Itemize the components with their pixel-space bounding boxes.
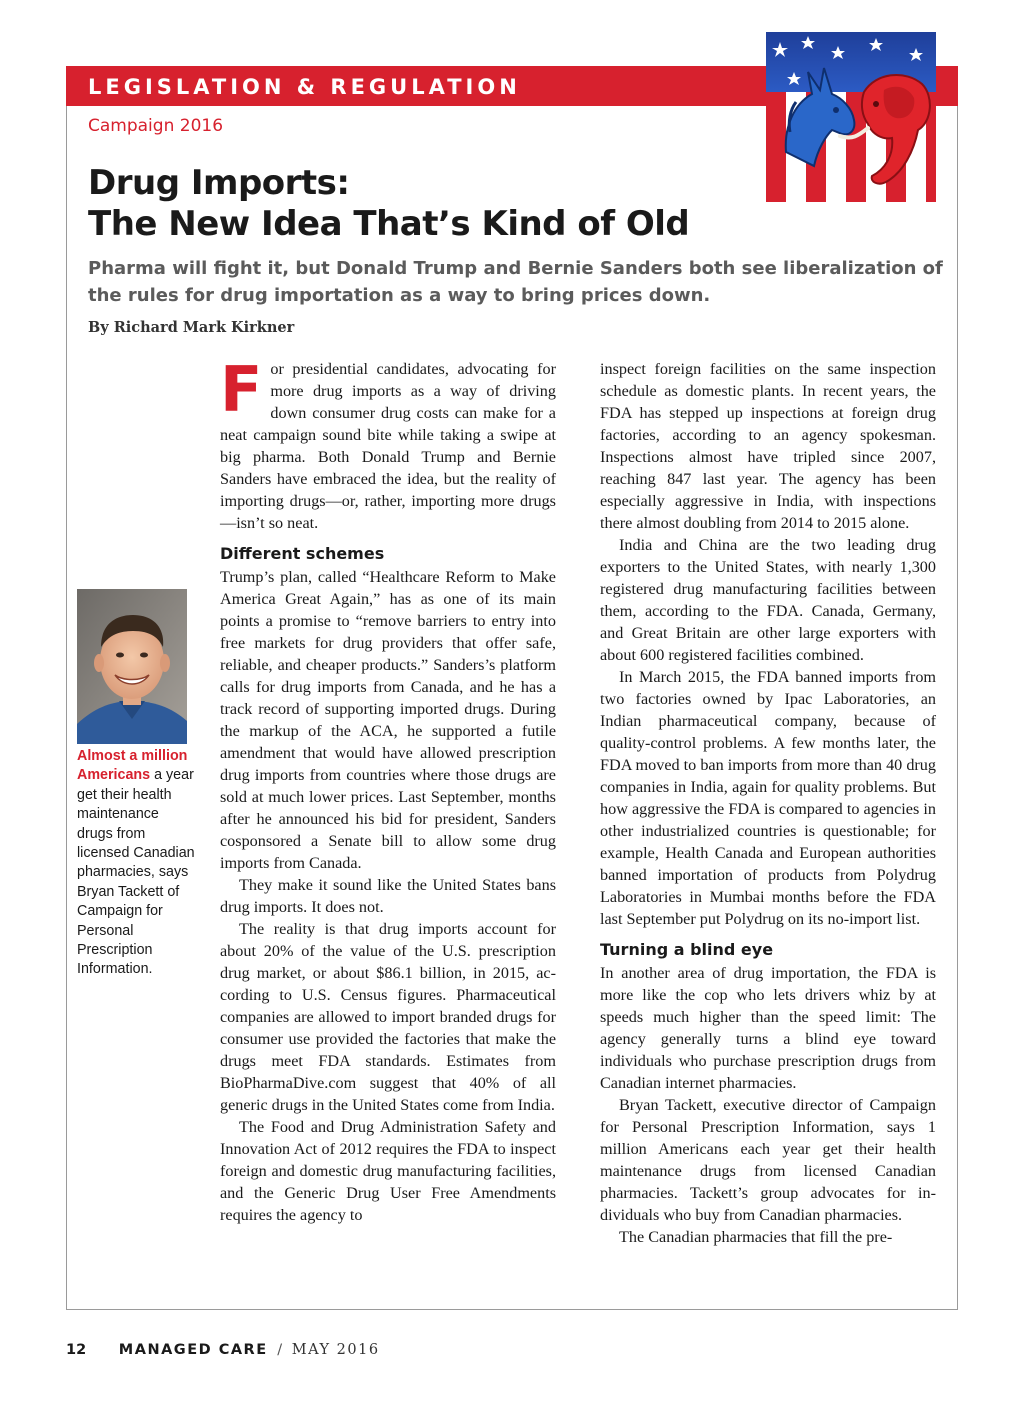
body-paragraph: The Food and Drug Administration Safety and Innovation Act of 2012 requires the FDA to inspect foreign and domestic drug manufacturing facilities, and the Generic Drug User Free Amendments requires the agency to: [220, 1118, 556, 1224]
headline-line-2: The New Idea That’s Kind of Old: [88, 204, 690, 244]
kicker: Campaign 2016: [88, 116, 224, 136]
intro-paragraph: or presidential candidates, advocating for more drug imports as a way of driving down consumer drug costs can make for a neat campaign sound bite while taking a swipe at big pharma. Both Donald Trump and Bernie Sanders have embraced the idea, but the reality of importing drugs—or, rather, importing more drugs—isn’t so neat.: [220, 360, 556, 532]
portrait-photo: [77, 589, 187, 744]
body-paragraph: India and China are the two leading drug exporters to the United States, with nearly 1,300 registered drug manufacturing facilities between them, according to the FDA. Canada, Germany, and Great Britain are other large exporters with about 600 registered facilities combined.: [600, 536, 936, 664]
byline: By Richard Mark Kirkner: [88, 319, 295, 336]
photo-caption: [77, 747, 195, 980]
page-number: 12: [66, 1342, 87, 1358]
deck: Pharma will fight it, but Donald Trump and Bernie Sanders both see liberalization of the rules for drug importation as a way to bring prices down.: [88, 258, 943, 306]
headline: [88, 163, 768, 245]
footer-separator: /: [277, 1342, 283, 1358]
issue-date: MAY 2016: [291, 1342, 380, 1358]
body-paragraph: inspect foreign facilities on the same inspection schedule as domestic plants. In recent years, the FDA has stepped up inspections at foreign drug factories, according to an agency spokesman. Inspections almost have tripled since 2007, reaching 847 last year. The agency has been especially aggressive in India, with inspections there almost doubling from 2014 to 2015 alone.: [600, 360, 936, 532]
subhead-different-schemes: Different schemes: [220, 544, 385, 563]
body-paragraph: The reality is that drug imports account for about 20% of the value of the U.S. prescription drug market, or about $86.1 billion, in 2015, according to U.S. Census figures. Pharmaceutical companies are allowed to import branded drugs for consumer use provided the factories that make the drugs meet FDA standards. Estimates from BioPharmaDive.com suggest that 40% of all generic drugs in the United States come from India.: [220, 920, 556, 1114]
body-paragraph: They make it sound like the United States bans drug imports. It does not.: [220, 876, 556, 916]
headline-line-1: Drug Imports:: [88, 163, 350, 203]
body-paragraph: In March 2015, the FDA banned imports from two factories owned by Ipac Laboratories, an Indian pharmaceutical company, because of quality-control problems. A few months later, the FDA moved to ban imports from more than 40 drug companies in India, again for quality problems. But how aggressive the FDA is compared to agencies in other industrialized countries is questionable; for example, Health Canada and European authorities banned importation of products from Polydrug Laboratories in Mumbai months before the FDA last September put Polydrug on its no-import list.: [600, 668, 936, 928]
caption-body: a year get their health maintenance drugs from licensed Canadian pharmacies, says Bryan Tackett of Campaign for Personal Prescription Information.: [77, 767, 195, 978]
body-paragraph: Bryan Tackett, executive director of Campaign for Personal Prescription Information, says 1 million Americans each year get their health maintenance drugs from licensed Canadian pharmacies. Tackett’s group advocates for individuals who buy from Canadian pharmacies.: [600, 1096, 936, 1224]
page-footer: [66, 1342, 380, 1358]
section-label: LEGISLATION & REGULATION: [88, 75, 521, 99]
publication-name: MANAGED CARE: [118, 1342, 268, 1358]
caption-lead: Almost a million Americans: [77, 748, 188, 784]
article-column-2: [600, 358, 936, 1248]
article-column-1: [220, 353, 556, 1226]
body-paragraph: The Canadian pharmacies that fill the pre-: [619, 1228, 893, 1246]
body-paragraph: In another area of drug importation, the FDA is more like the cop who lets drivers whiz by at speeds much higher than the speed limit: The agency generally turns a blind eye toward individuals who purchase prescription drugs from Canadian internet pharmacies.: [600, 964, 936, 1092]
donkey-elephant-illustration: [766, 32, 936, 202]
body-paragraph: Trump’s plan, called “Healthcare Reform to Make America Great Again,” has as one of its main points a promise to “remove barriers to entry into free markets for drug providers that offer safe, reliable, and cheaper products.” Sanders’s platform calls for drug imports from Canada, and he has a track record of supporting imported drugs. During the markup of the ACA, he supported a futile amendment that would have allowed prescription drug imports from countries where those drugs are sold at much lower prices. Last September, months after he announced his bid for president, Sanders cosponsored a Senate bill to allow some drug imports from Canada.: [220, 568, 556, 872]
subhead-turning-a-blind-eye: Turning a blind eye: [600, 940, 774, 959]
drop-cap: F: [220, 353, 263, 426]
